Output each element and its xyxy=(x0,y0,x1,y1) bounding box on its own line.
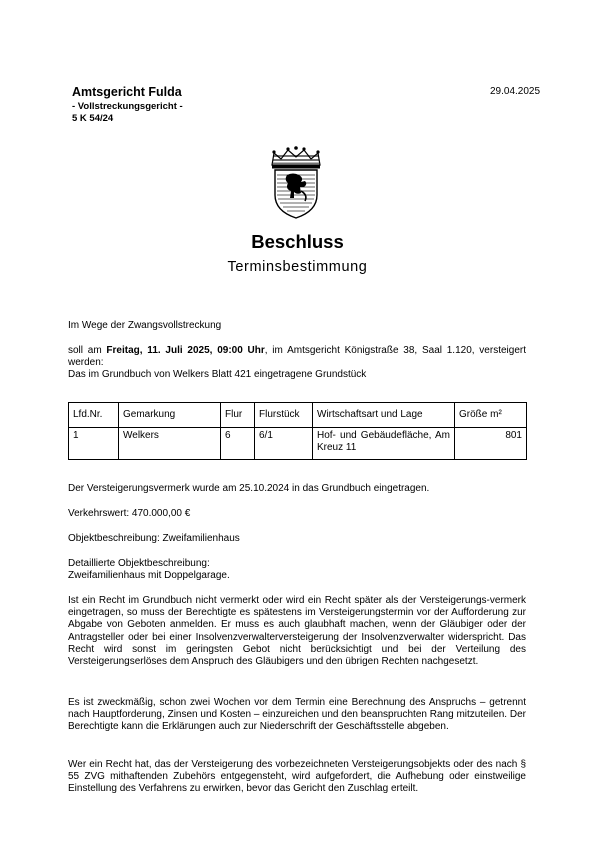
object-description: Objektbeschreibung: Zweifamilienhaus xyxy=(68,533,240,544)
table-cell: 801 xyxy=(455,428,527,460)
document-subtitle: Terminsbestimmung xyxy=(227,259,368,275)
table-cell: 6/1 xyxy=(255,428,313,460)
table-cell: Welkers xyxy=(119,428,221,460)
column-header: Größe m² xyxy=(455,403,527,428)
column-header: Flur xyxy=(221,403,255,428)
registration-note: Der Versteigerungsvermerk wurde am 25.10.2024 in das Grundbuch eingetragen. xyxy=(68,483,430,494)
detailed-description-label: Detaillierte Objektbeschreibung: xyxy=(68,558,210,569)
document-date: 29.04.2025 xyxy=(490,86,541,97)
case-number: 5 K 54/24 xyxy=(72,113,114,124)
table-cell: 6 xyxy=(221,428,255,460)
hesse-coat-of-arms-icon xyxy=(266,145,326,221)
auction-date-time: Freitag, 11. Juli 2025, 09:00 Uhr xyxy=(106,345,265,356)
court-department: - Vollstreckungsgericht - xyxy=(72,101,183,112)
column-header: Flurstück xyxy=(255,403,313,428)
column-header: Lfd.Nr. xyxy=(69,403,119,428)
table-row xyxy=(69,428,527,460)
market-value: Verkehrswert: 470.000,00 € xyxy=(68,508,191,519)
paragraph-rights: Ist ein Recht im Grundbuch nicht vermerkt oder wird ein Recht später als der Versteigerungs-vermerk eingetragen, so muss der Berechtigte es spätestens im Versteigerungstermin vor der Aufforderung zur Abgabe von Geboten anmelden. Er muss es auch glaubhaft machen, wenn der Gläubiger oder der Antragsteller oder bei einer Insolvenzverwalterversteigerung der Insolvenzverwalter widerspricht. Das Recht wird sonst im geringsten Gebot nicht berücksichtigt und bei der Verteilung des Versteigerungserlöses dem Anspruch des Gläubigers und den übrigen Rechten nachgesetzt. xyxy=(68,595,526,668)
paragraph-calculation: Es ist zweckmäßig, schon zwei Wochen vor dem Termin eine Berechnung des Anspruchs – getrennt nach Hauptforderung, Zinsen und Kosten – einzureichen und den beanspruchten Rang mitzuteilen. Der Berechtigte kann die Erklärungen auch zur Niederschrift der Geschäftsstelle abgeben. xyxy=(68,697,526,733)
auction-prefix: soll am xyxy=(68,345,107,356)
property-line: Das im Grundbuch von Welkers Blatt 421 eingetragene Grundstück xyxy=(68,369,367,380)
auction-location: , im Amtsgericht Königstraße 38, Saal 1.120, versteigert werden: xyxy=(68,345,526,369)
column-header: Gemarkung xyxy=(119,403,221,428)
intro-text: Im Wege der Zwangsvollstreckung xyxy=(68,320,222,331)
table-cell: 1 xyxy=(69,428,119,460)
detailed-description-text: Zweifamilienhaus mit Doppelgarage. xyxy=(68,570,230,581)
document-title: Beschluss xyxy=(251,231,344,252)
paragraph-objection: Wer ein Recht hat, das der Versteigerung des vorbezeichneten Versteigerungsobjekts oder des nach § 55 ZVG mithaftenden Zubehörs entgegensteht, wird aufgefordert, die Aufhebung oder einstweilige Einstellung des Verfahrens zu erwirken, bevor das Gericht den Zuschlag erteilt. xyxy=(68,759,526,795)
table-cell: Hof- und Gebäudefläche, Am Kreuz 11 xyxy=(313,428,455,460)
table-header-row xyxy=(69,403,527,428)
auction-announcement xyxy=(68,345,526,369)
column-header: Wirtschaftsart und Lage xyxy=(313,403,455,428)
court-name: Amtsgericht Fulda xyxy=(72,85,182,99)
property-table xyxy=(68,402,527,460)
